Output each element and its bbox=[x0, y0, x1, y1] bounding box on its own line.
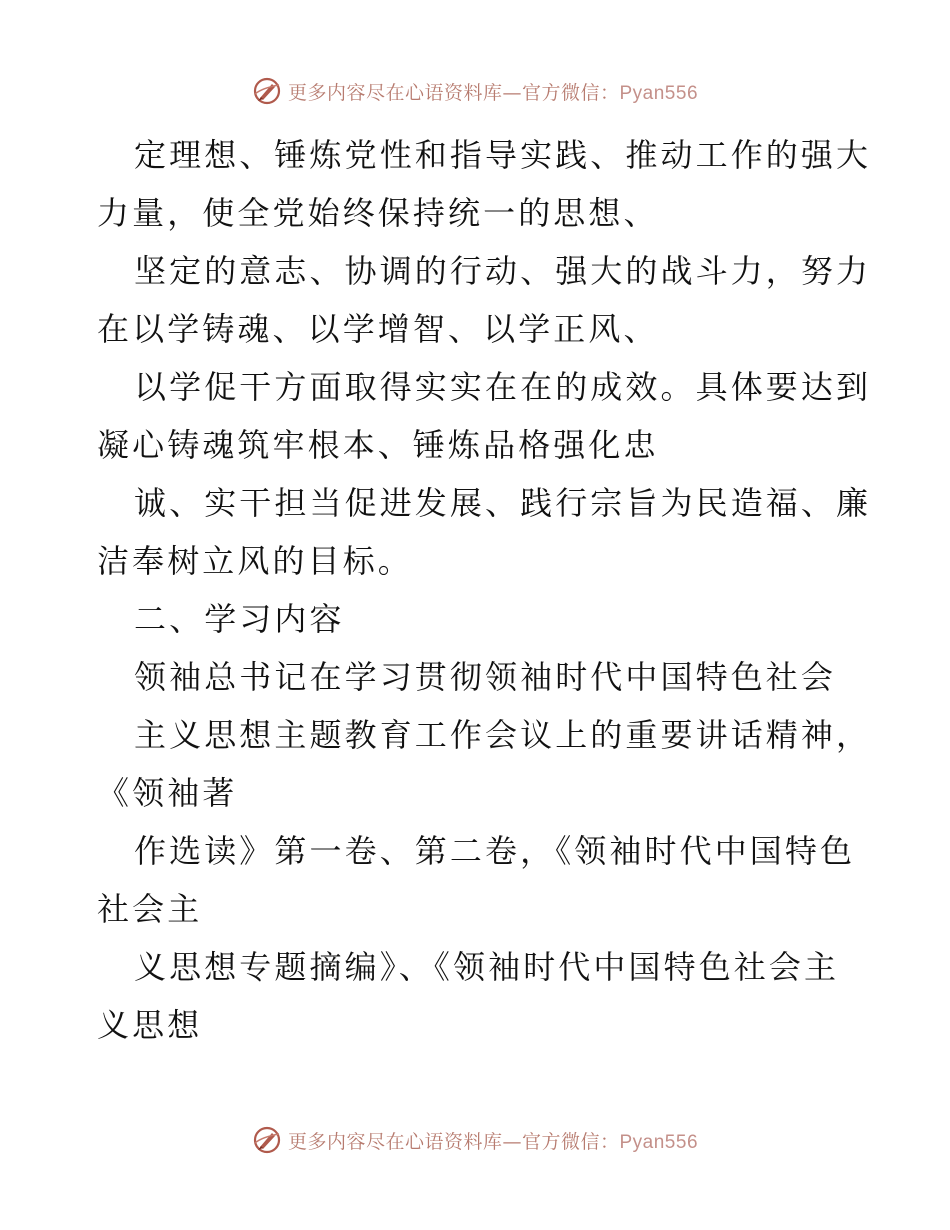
text-line: 义思想专题摘编》、《领袖时代中国特色社会主 bbox=[134, 948, 840, 986]
text-line: 凝心铸魂筑牢根本、锤炼品格强化忠 bbox=[97, 426, 659, 464]
text-line: 社会主 bbox=[97, 890, 203, 928]
text-line: 领袖总书记在学习贯彻领袖时代中国特色社会 bbox=[134, 658, 837, 696]
header-banner bbox=[0, 71, 950, 111]
text-line: 洁奉树立风的目标。 bbox=[97, 542, 413, 580]
text-line: 诚、实干担当促进发展、践行宗旨为民造福、廉 bbox=[134, 484, 872, 522]
text-line: 主义思想主题教育工作会议上的重要讲话精神， bbox=[134, 716, 872, 754]
text-line: 二、学习内容 bbox=[134, 600, 345, 638]
site-name: 更多内容尽在心语资料库 bbox=[287, 1130, 503, 1153]
wechat-id: Pyan556 bbox=[619, 1131, 699, 1153]
wechat-label: 官方微信： bbox=[521, 1130, 620, 1153]
wechat-label: 官方微信： bbox=[521, 81, 620, 104]
quill-pen-logo-icon bbox=[252, 76, 282, 106]
banner-text bbox=[288, 1127, 698, 1154]
text-line: 在以学铸魂、以学增智、以学正风、 bbox=[97, 310, 659, 348]
quill-pen-logo-icon bbox=[252, 1125, 282, 1155]
wechat-id: Pyan556 bbox=[619, 82, 699, 104]
document-body bbox=[97, 126, 872, 1054]
text-line: 定理想、锤炼党性和指导实践、推动工作的强大 bbox=[134, 136, 872, 174]
banner-text bbox=[288, 78, 698, 105]
text-line: 以学促干方面取得实实在在的成效。具体要达到 bbox=[134, 368, 872, 406]
text-line: 《领袖著 bbox=[97, 774, 238, 812]
footer-banner bbox=[0, 1120, 950, 1160]
banner-separator: — bbox=[502, 81, 522, 104]
text-line: 力量，使全党始终保持统一的思想、 bbox=[97, 194, 659, 232]
site-name: 更多内容尽在心语资料库 bbox=[287, 81, 503, 104]
text-line: 义思想 bbox=[97, 1006, 203, 1044]
text-line: 作选读》第一卷、第二卷，《领袖时代中国特色 bbox=[134, 832, 856, 870]
text-line: 坚定的意志、协调的行动、强大的战斗力，努力 bbox=[134, 252, 872, 290]
banner-separator: — bbox=[502, 1130, 522, 1153]
